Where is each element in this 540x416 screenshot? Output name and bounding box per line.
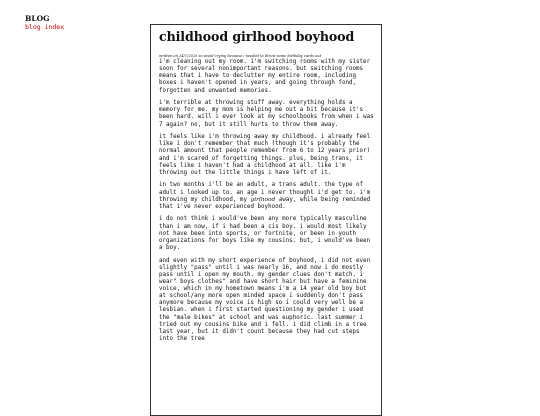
- post-text: away, while being reminded that i've never experienced boyhood.: [159, 196, 371, 210]
- sidebar: [25, 14, 64, 31]
- post-paragraph: i'm terrible at throwing stuff away. everything holds a memory for me. my mom is helping me out a bit because it's been hard. will i ever look at my schoolbooks from when i was 7 again? no, but it still hurts to throw them away.: [159, 100, 374, 128]
- post-paragraph: i do not think i would've been any more typically masculine than i am now, if i had been a cis boy. i would most likely not have been into sports, or fortnite, or been in youth organizations for boys like my cousins. but, i would've been a boy.: [159, 216, 371, 251]
- post-paragraph: i'm cleaning out my room. i'm switching rooms with my sister soon for several nonimportant reasons. but switching rooms means that i have to declutter my entire room, including boxes i haven't opened in years, and going through fond, forgotten and unwanted memories.: [159, 59, 371, 94]
- post-title: childhood girlhood boyhood: [159, 29, 355, 44]
- blog-index-link[interactable]: blog index: [25, 23, 65, 31]
- post-paragraph: it feels like i'm throwing away my childhood. i already feel like i don't remember that much (though it's probably the normal amount that people remember from 6 to 12 years prior) and i'm scared of forgetting things. plus, being trans, it feels like i haven't had a childhood at all. like i'm throwing out the little things i have left of it.: [159, 134, 371, 176]
- post-card: [150, 24, 382, 416]
- post-paragraph: [159, 182, 375, 211]
- emphasis-girlhood: girlhood: [250, 196, 276, 203]
- post-meta: written on 24/7/2025 so avoid crying because i needed to throw some birthday cards out: [159, 54, 322, 58]
- post-text: in two months i'll be an adult, a trans adult. the type of adult i looked up to. an age i never thought i'd get to. i'm throwing my childhood, my: [159, 182, 371, 203]
- blog-title: BLOG: [25, 14, 50, 23]
- post-paragraph: and even with my short experience of boyhood, i did not even slightly "pass" until i was nearly 16, and now i do mostly pass until i open my mouth. my gender clues don't match. i wear" boys clothes" and have short hair but have a feminine voice, which in my hometown means i'm a 14 year old boy but at school/any more open minded space i suddenly don't pass anymore because my voice is high so i could very well be a lesbian. when i first started questioning my gender i used the "male bikes" at school and was euphoric. last summer i tried out my cousins bike and i fell. i did climb in a tree last year, but it didn't count because they had cut steps into the tree: [159, 257, 371, 342]
